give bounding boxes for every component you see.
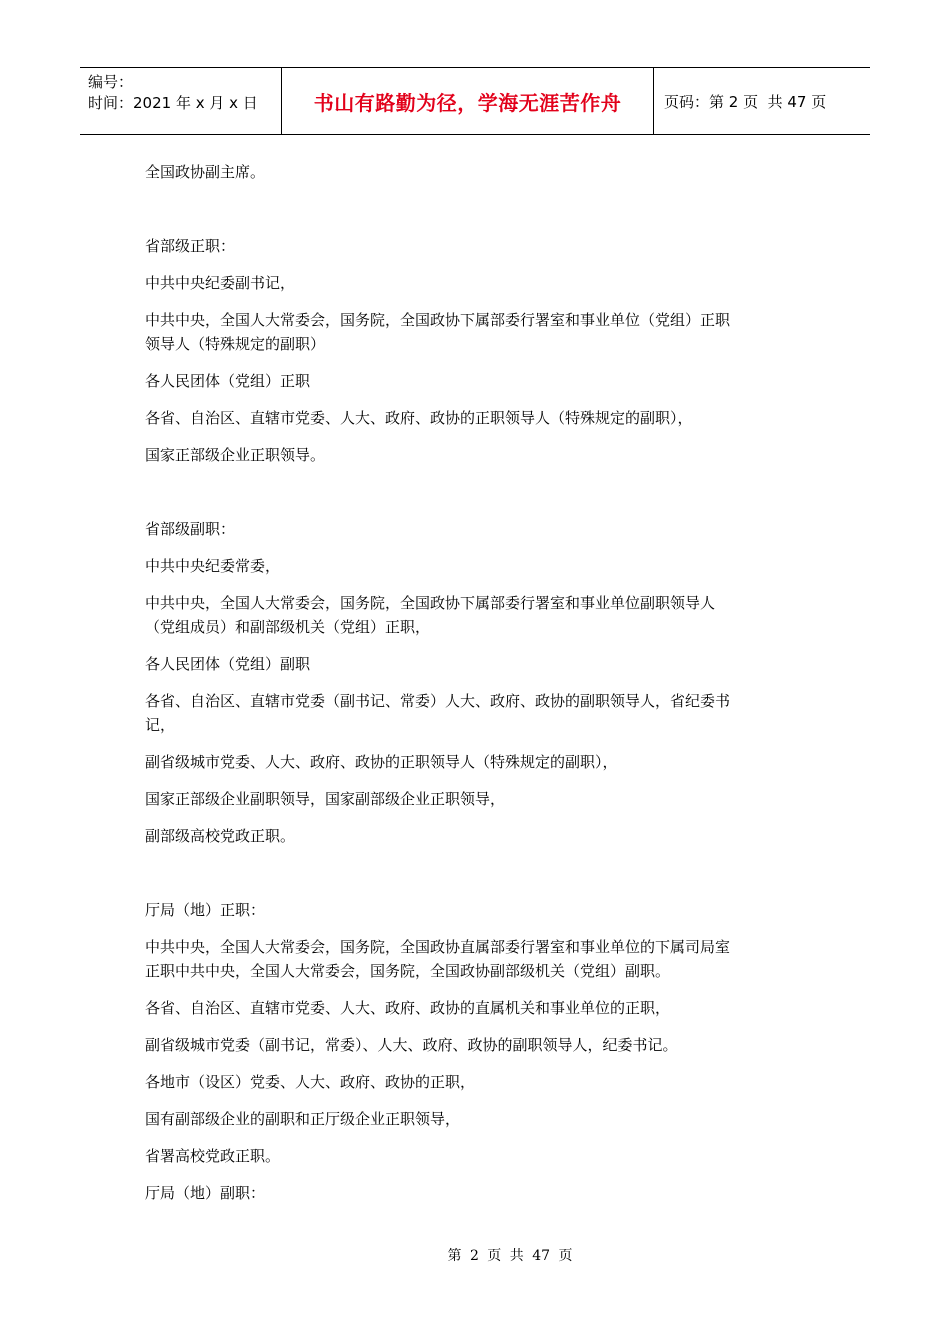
page-info: 页码：第 2 页 共 47 页: [664, 92, 827, 111]
paragraph-line: 正职中共中央，全国人大常委会，国务院，全国政协副部级机关（党组）副职。: [145, 962, 671, 980]
section-heading: 省部级正职：: [145, 237, 236, 255]
paragraph-line: 领导人（特殊规定的副职）: [145, 335, 326, 353]
header-table: [80, 67, 870, 135]
paragraph-line: 记，: [145, 716, 176, 734]
paragraph-line: 国家正部级企业正职领导。: [145, 446, 326, 464]
paragraph-line: 各地市（设区）党委、人大、政府、政协的正职，: [145, 1073, 476, 1091]
paragraph-line: 国家正部级企业副职领导，国家副部级企业正职领导，: [145, 790, 506, 808]
paragraph-line: 中共中央，全国人大常委会，国务院，全国政协直属部委行署室和事业单位的下属司局室: [145, 938, 731, 956]
paragraph-line: 中共中央纪委常委，: [145, 557, 281, 575]
paragraph-line: （党组成员）和副部级机关（党组）正职，: [145, 618, 431, 636]
header-page-cell: [654, 68, 870, 134]
paragraph-line: 各人民团体（党组）正职: [145, 372, 311, 390]
section-heading: 厅局（地）正职：: [145, 901, 266, 919]
paragraph-line: 副省级城市党委（副书记，常委）、人大、政府、政协的副职领导人，纪委书记。: [145, 1036, 678, 1054]
paragraph-line: 全国政协副主席。: [145, 163, 266, 181]
paragraph-line: 中共中央纪委副书记，: [145, 274, 296, 292]
paragraph-line: 各省、自治区、直辖市党委、人大、政府、政协的直属机关和事业单位的正职，: [145, 999, 671, 1017]
header-meta-cell: [80, 68, 282, 134]
paragraph-line: 省署高校党政正职。: [145, 1147, 281, 1165]
paragraph-line: 各省、自治区、直辖市党委、人大、政府、政协的正职领导人（特殊规定的副职），: [145, 409, 693, 427]
motto-text: 书山有路勤为径，学海无涯苦作舟: [313, 90, 622, 115]
section-heading: 厅局（地）副职：: [145, 1184, 266, 1202]
paragraph-line: 副部级高校党政正职。: [145, 827, 296, 845]
number-label: 编号：: [88, 73, 134, 91]
page-footer: 第 2 页 共 47 页: [447, 1248, 573, 1264]
paragraph-line: 国有副部级企业的副职和正厅级企业正职领导，: [145, 1110, 461, 1128]
paragraph-line: 各人民团体（党组）副职: [145, 655, 311, 673]
paragraph-line: 中共中央，全国人大常委会，国务院，全国政协下属部委行署室和事业单位副职领导人: [145, 594, 716, 612]
paragraph-line: 中共中央，全国人大常委会，国务院，全国政协下属部委行署室和事业单位（党组）正职: [145, 311, 731, 329]
paragraph-line: 副省级城市党委、人大、政府、政协的正职领导人（特殊规定的副职），: [145, 753, 618, 771]
section-heading: 省部级副职：: [145, 520, 236, 538]
time-label: 时间：2021 年 x 月 x 日: [88, 94, 258, 112]
header-motto-cell: [282, 68, 654, 134]
paragraph-line: 各省、自治区、直辖市党委（副书记、常委）人大、政府、政协的副职领导人，省纪委书: [145, 692, 731, 710]
